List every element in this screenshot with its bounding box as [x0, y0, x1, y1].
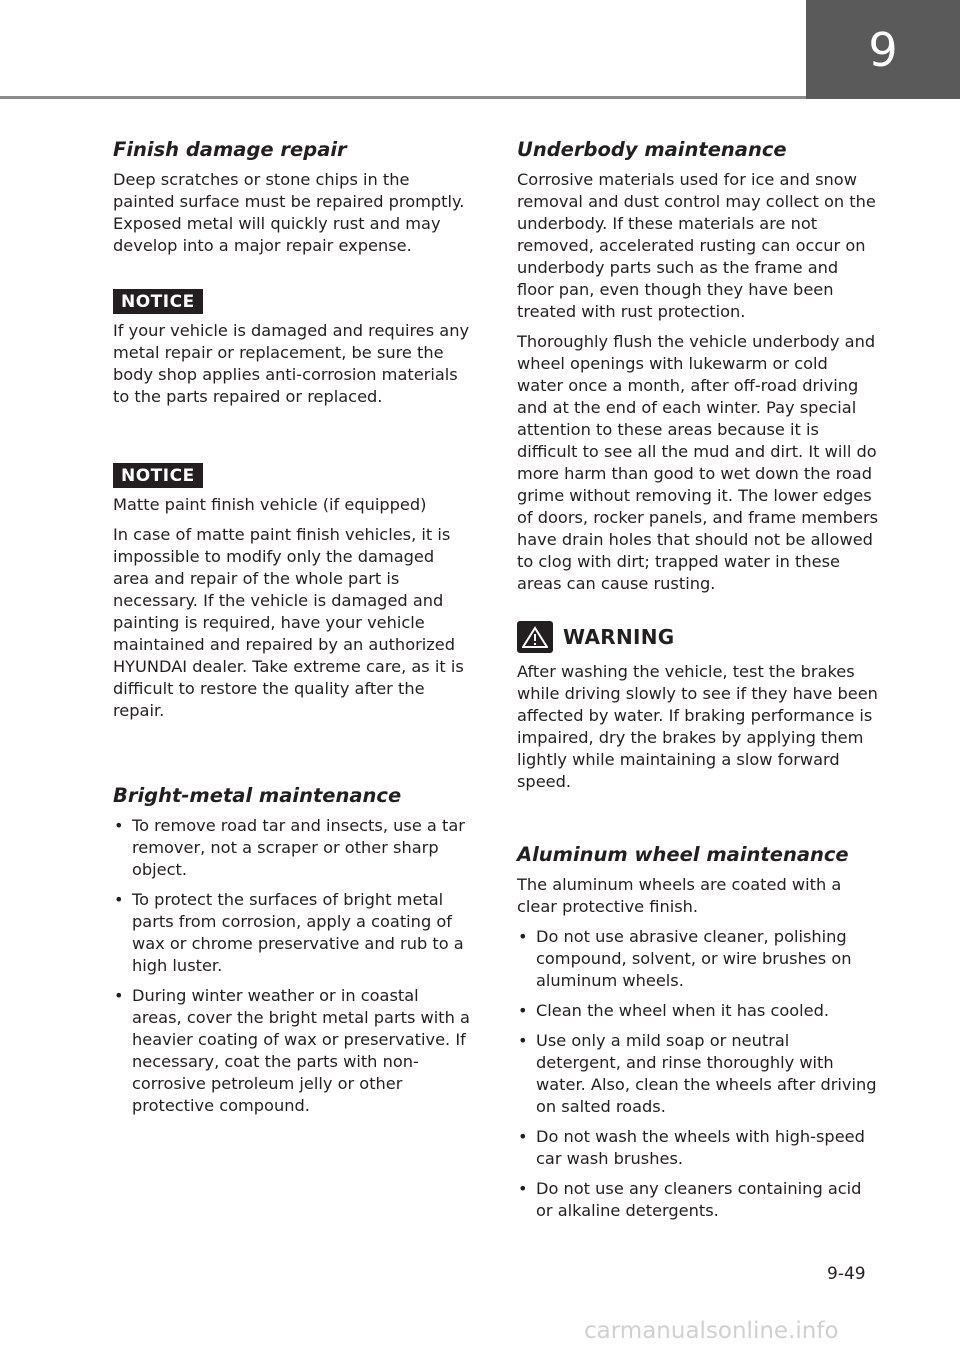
warning-triangle-icon	[517, 621, 553, 653]
aluminum-wheel-heading: Aluminum wheel maintenance	[517, 843, 849, 866]
bullet-icon: •	[114, 890, 124, 909]
chapter-number: 9	[868, 22, 898, 77]
page-number: 9-49	[827, 1264, 866, 1284]
bullet-icon: •	[518, 1127, 528, 1146]
warning-label: WARNING	[563, 625, 675, 649]
aluminum-wheel-intro: The aluminum wheels are coated with a clear protective finish.	[517, 875, 842, 916]
list-item: • Clean the wheel when it has cooled.	[518, 1001, 830, 1020]
list-item: • Use only a mild soap or neutral detergent, and rinse thoroughly with water. Also, clean the wheels after driving on salted roads.	[518, 1031, 877, 1116]
finish-damage-text: Deep scratches or stone chips in the painted surface must be repaired promptly. Exposed metal will quickly rust and may develop into a major repair expense.	[113, 170, 465, 255]
list-item: • Do not wash the wheels with high-speed car wash brushes.	[518, 1127, 865, 1168]
list-item: • During winter weather or in coastal areas, cover the bright metal parts with a heavier coating of wax or preservative. If necessary, coat the parts with non-corrosive petroleum jelly or other protective compound.	[114, 986, 470, 1115]
list-item: • To remove road tar and insects, use a tar remover, not a scraper or other sharp object.	[114, 816, 465, 879]
underbody-heading: Underbody maintenance	[517, 138, 787, 161]
chapter-tab	[806, 0, 960, 99]
underbody-text-2: Thoroughly flush the vehicle underbody and wheel openings with lukewarm or cold water once a month, after off-road driving and at the end of each winter. Pay special attention to these areas because it is difficult to see all the mud and dirt. It will do more harm than good to wet down the road grime without removing it. The lower edges of doors, rocker panels, and frame members have drain holes that should not be allowed to clog with dirt; trapped water in these areas can cause rusting.	[517, 332, 879, 593]
warning-text: After washing the vehicle, test the brakes while driving slowly to see if they have been affected by water. If braking performance is impaired, dry the brakes by applying them lightly while maintaining a slow forward speed.	[517, 662, 878, 791]
notice-badge: NOTICE	[113, 289, 203, 314]
bullet-icon: •	[518, 927, 528, 946]
list-item: • To protect the surfaces of bright metal parts from corrosion, apply a coating of wax or chrome preservative and rub to a high luster.	[114, 890, 464, 975]
notice-badge: NOTICE	[113, 463, 203, 488]
watermark: carmanualsonline.info	[584, 1318, 839, 1344]
warning-header	[517, 621, 879, 653]
left-column	[113, 138, 473, 1125]
bullet-icon: •	[518, 1031, 528, 1050]
notice-2-title: Matte paint finish vehicle (if equipped)	[113, 495, 427, 514]
list-item: • Do not use any cleaners containing acid or alkaline detergents.	[518, 1179, 862, 1220]
header-rule	[0, 96, 806, 99]
notice-1-text: If your vehicle is damaged and requires any metal repair or replacement, be sure the body shop applies anti-corrosion materials to the parts repaired or replaced.	[113, 321, 470, 406]
bright-metal-heading: Bright-metal maintenance	[113, 784, 402, 807]
bullet-icon: •	[518, 1001, 528, 1020]
finish-damage-heading: Finish damage repair	[113, 138, 347, 161]
bullet-icon: •	[518, 1179, 528, 1198]
bullet-icon: •	[114, 986, 124, 1005]
notice-block-2	[113, 463, 473, 722]
bullet-icon: •	[114, 816, 124, 835]
underbody-text-1: Corrosive materials used for ice and snow removal and dust control may collect on the underbody. If these materials are not removed, accelerated rusting can occur on underbody parts such as the frame and floor pan, even though they have been treated with rust protection.	[517, 170, 876, 321]
notice-block-1	[113, 289, 473, 408]
aluminum-wheel-list	[517, 926, 879, 1222]
list-item: • Do not use abrasive cleaner, polishing compound, solvent, or wire brushes on aluminum wheels.	[518, 927, 852, 990]
right-column	[517, 138, 879, 1230]
bright-metal-list	[113, 815, 473, 1117]
notice-2-text: In case of matte paint finish vehicles, it is impossible to modify only the damaged area and repair of the whole part is necessary. If the vehicle is damaged and painting is required, have your vehicle maintained and repaired by an authorized HYUNDAI dealer. Take extreme care, as it is difficult to restore the quality after the repair.	[113, 525, 464, 720]
